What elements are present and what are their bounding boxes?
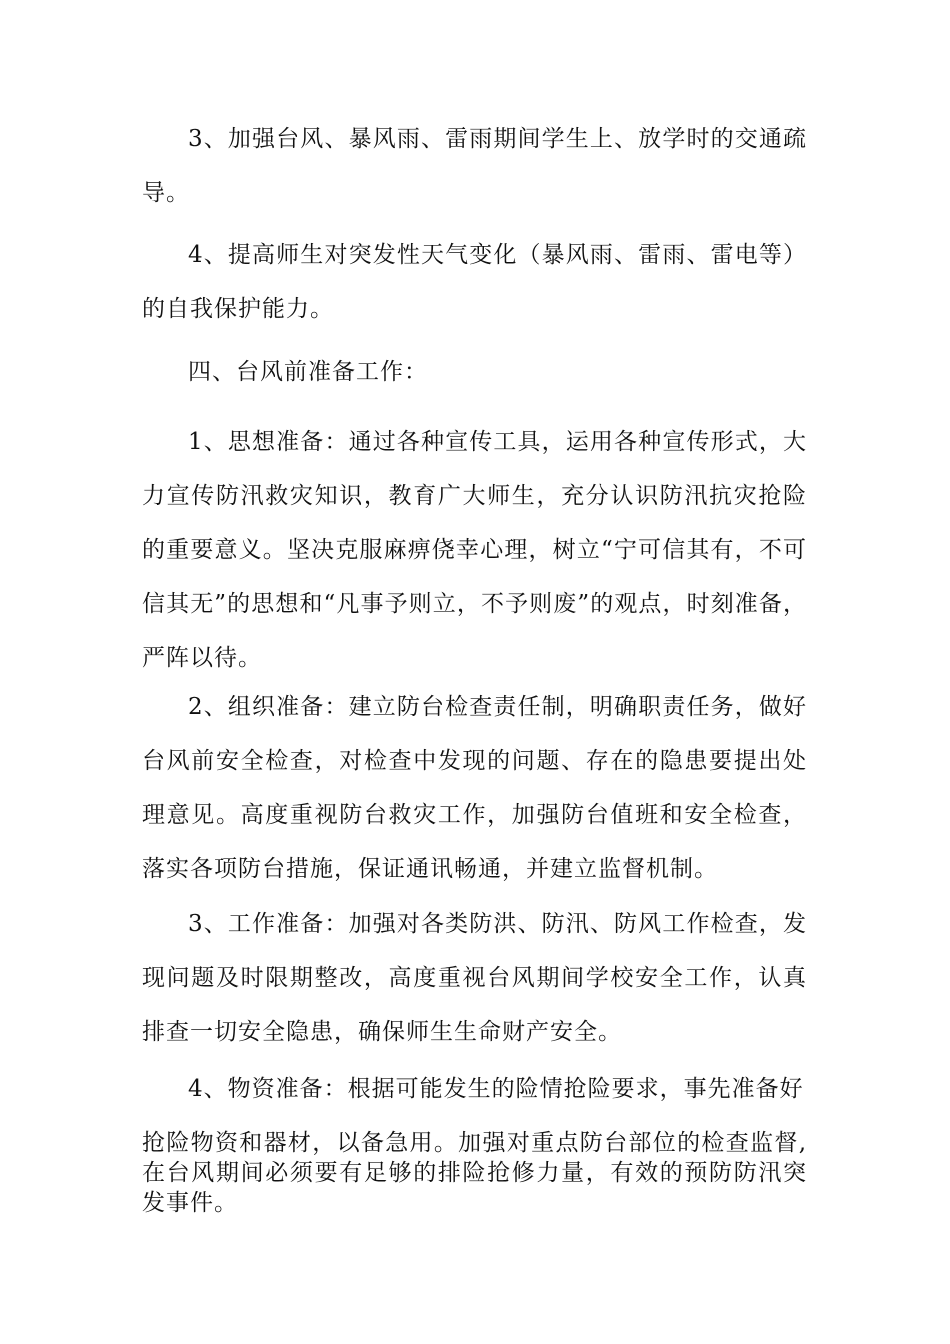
paragraph-traffic-guidance: 3、加强台风、暴风雨、雷雨期间学生上、放学时的交通疏导。 [142,126,807,206]
paragraph-material-rest: 抢险物资和器材，以备急用。加强对重点防台部位的检查监督,在台风期间必须要有足够的排险抢修力量，有效的预防防汛突发事件。 [142,1130,807,1216]
paragraph-material-preparation [142,1062,807,1218]
paragraph-mental-preparation: 1、思想准备：通过各种宣传工具，运用各种宣传形式，大力宣传防汛救灾知识，教育广大师生，充分认识防汛抗灾抢险的重要意义。坚决克服麻痹侥幸心理，树立“宁可信其有，不可信其无”的思想和“凡事予则立，不予则废”的观点，时刻准备，严阵以待。 [142,429,807,671]
paragraph-organizational-preparation: 2、组织准备：建立防台检查责任制，明确职责任务，做好台风前安全检查，对检查中发现的问题、存在的隐患要提出处理意见。高度重视防台救灾工作，加强防台值班和安全检查，落实各项防台措施，保证通讯畅通，并建立监督机制。 [142,694,807,882]
paragraph-work-preparation: 3、工作准备：加强对各类防洪、防汛、防风工作检查，发现问题及时限期整改，高度重视台风期间学校安全工作，认真排查一切安全隐患，确保师生生命财产安全。 [142,911,807,1045]
section-heading-preparation: 四、台风前准备工作： [188,359,428,385]
paragraph-material-first-line: 4、物资准备：根据可能发生的险情抢险要求，事先准备好 [188,1076,804,1102]
paragraph-self-protection: 4、提高师生对突发性天气变化（暴风雨、雷雨、雷电等）的自我保护能力。 [142,242,807,322]
